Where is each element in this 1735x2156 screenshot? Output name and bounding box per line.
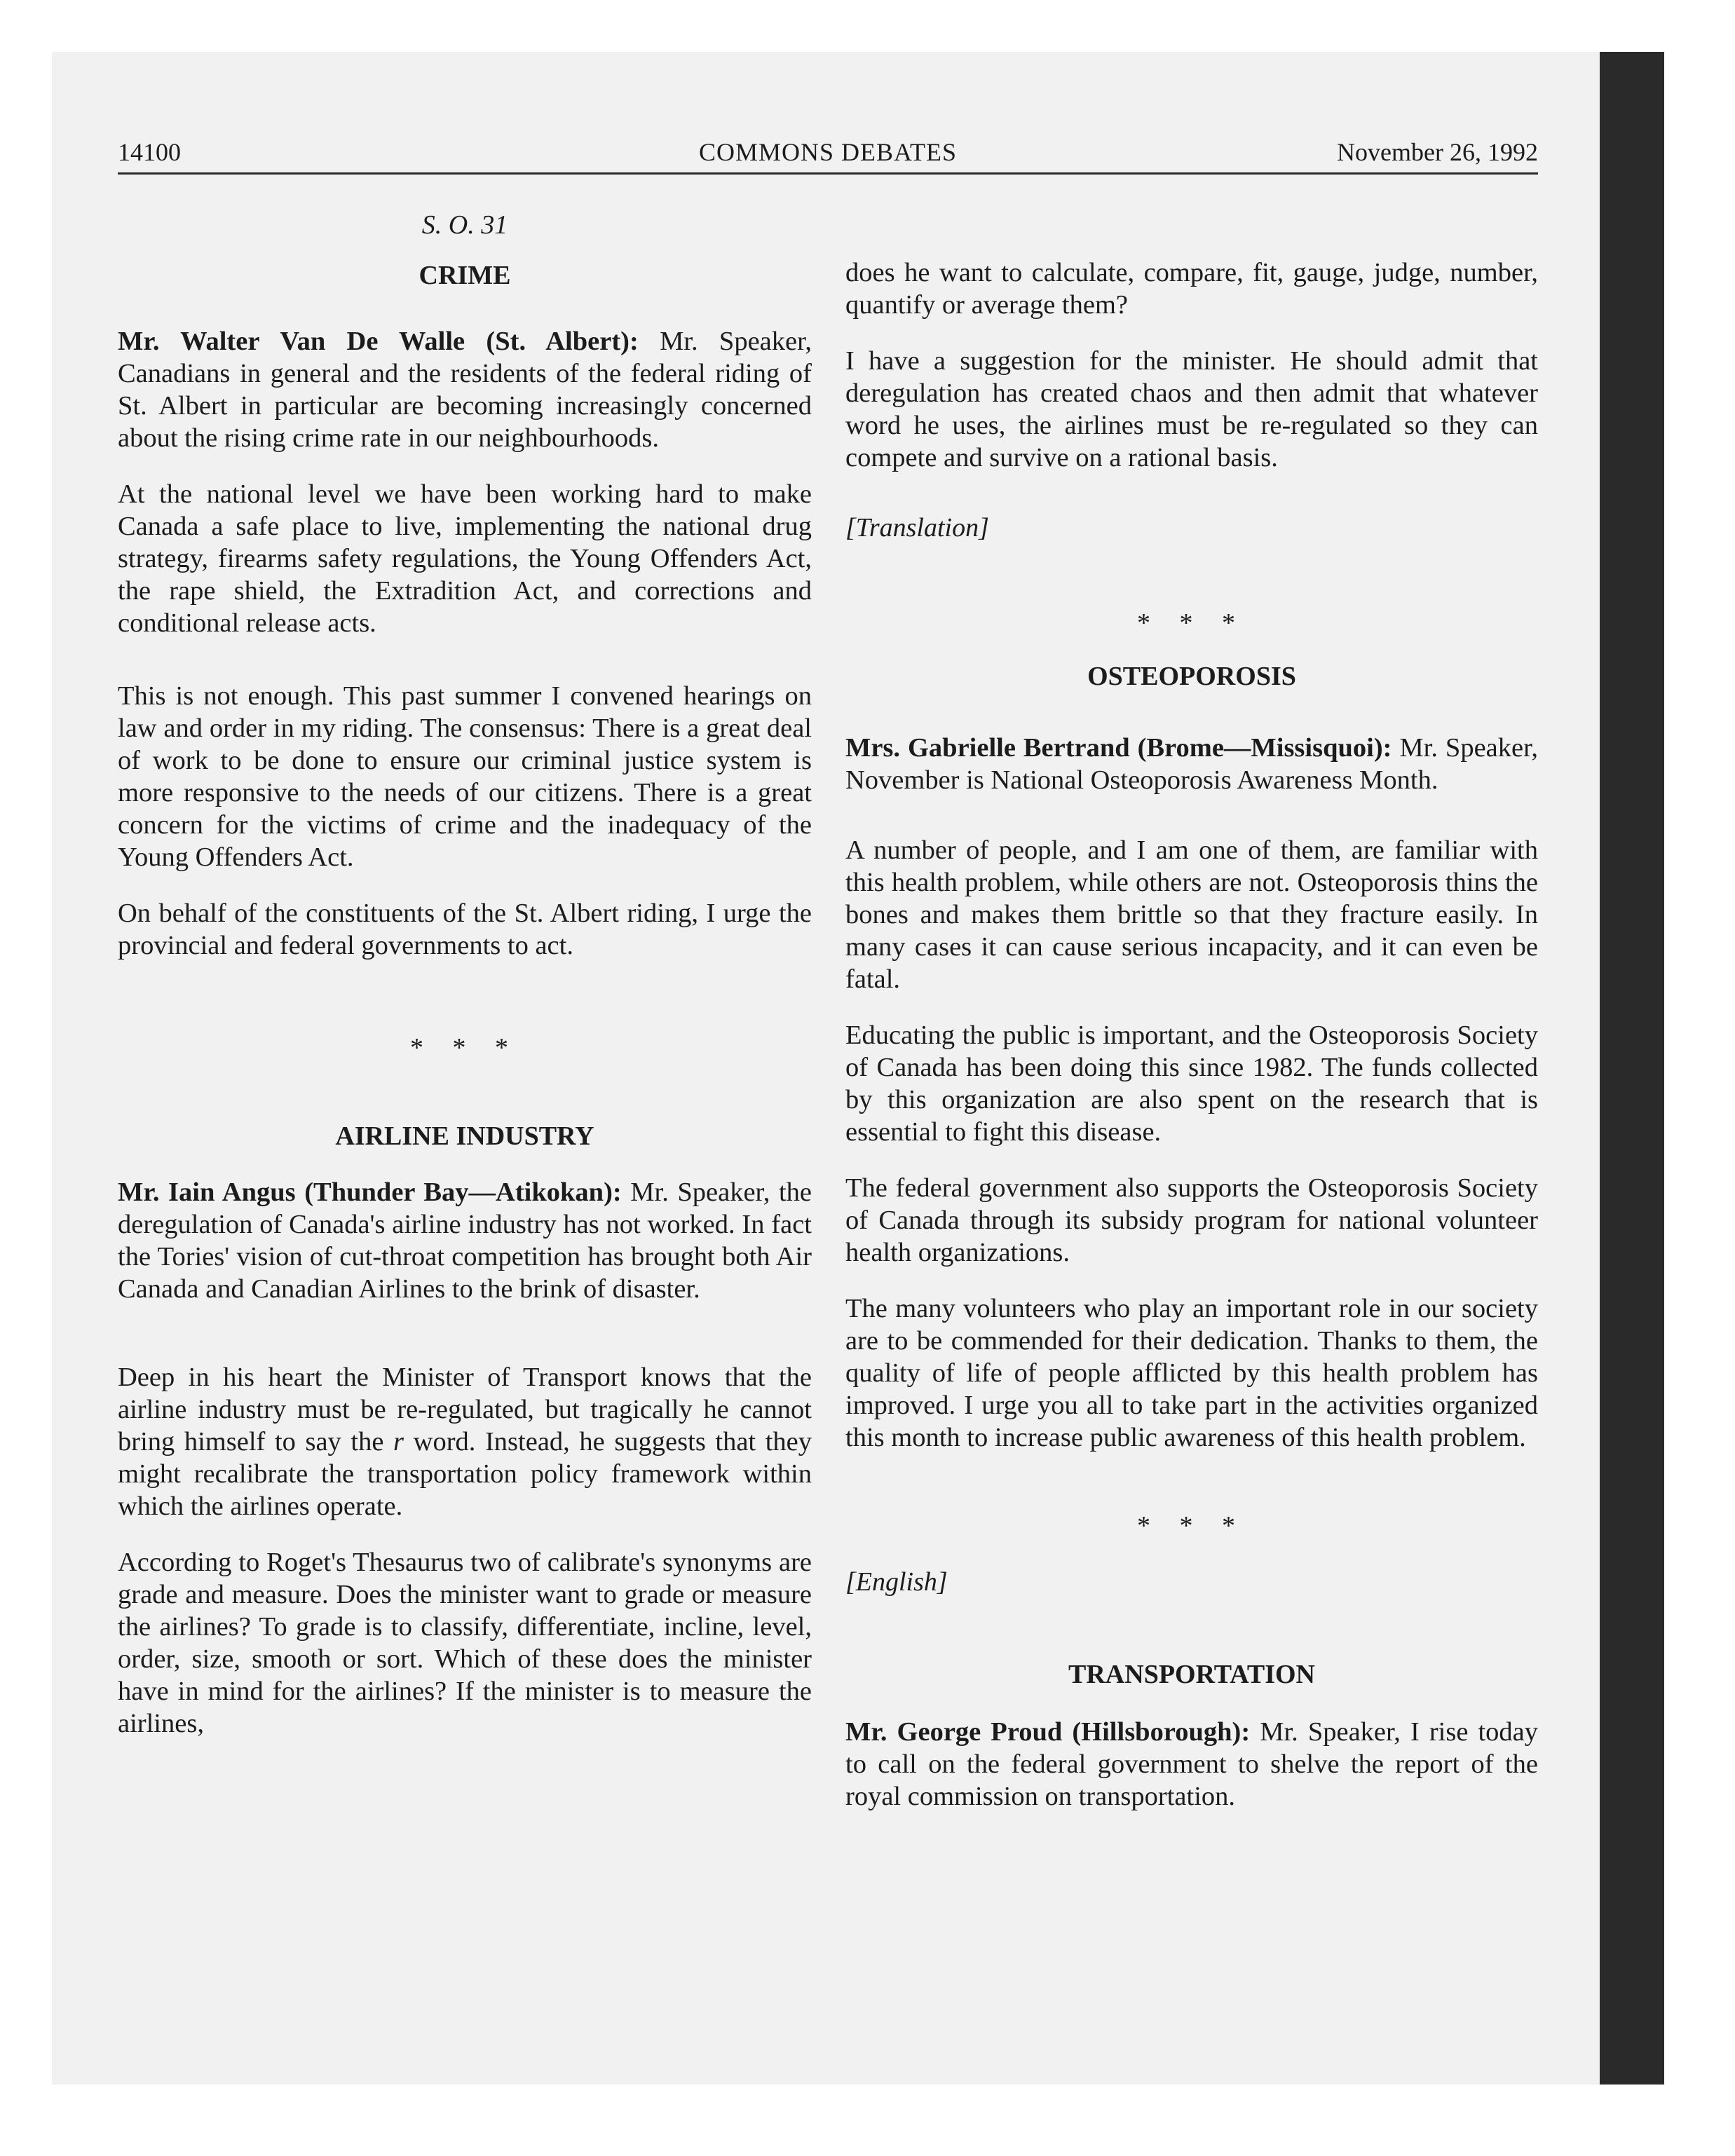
page-number: 14100 [118,138,181,166]
section-heading-airline: AIRLINE INDUSTRY [335,1121,594,1151]
speaker-name: Mr. Walter Van De Walle (St. Albert): [118,327,639,356]
publication-title: COMMONS DEBATES [698,138,958,166]
osteoporosis-paragraph-1: Mrs. Gabrielle Bertrand (Brome—Missisquoi): Mr. Speaker, November is National Osteoporosis Awareness Month. [845,733,1539,795]
osteoporosis-paragraph-5: The many volunteers who play an important role in our society are to be commended for their dedication. Thanks to them, the quality of life of people afflicted by this health problem has improved. I urge you all to take part in the activities organized this month to increase public awareness of this health problem. [845,1294,1538,1452]
speaker-name: Mr. George Proud (Hillsborough): [845,1717,1251,1747]
translation-tag: [Translation] [845,513,989,543]
standing-order-label: S. O. 31 [421,210,508,240]
section-heading-osteoporosis: OSTEOPOROSIS [1087,662,1296,691]
section-separator: * * * [1137,1511,1246,1541]
crime-paragraph-1: Mr. Walter Van De Walle (St. Albert): Mr. Speaker, Canadians in general and the residents of the federal riding of St. Albert in particular are becoming increasingly concerned about the rising crime rate in our neighbourhoods. [118,327,812,453]
section-heading-transportation: TRANSPORTATION [1068,1660,1315,1689]
transportation-paragraph-1: Mr. George Proud (Hillsborough): Mr. Speaker, I rise today to call on the federal government to shelve the report of the royal commission on transportation. [845,1717,1538,1811]
airline-continued-paragraph-2: I have a suggestion for the minister. He should admit that deregulation has created chaos and then admit that whatever word he uses, the airlines must be re-regulated so they can compete and survive on a rational basis. [845,346,1538,472]
section-separator: * * * [1137,608,1246,638]
left-column [118,205,812,1740]
airline-paragraph-2: Deep in his heart the Minister of Transport knows that the airline industry must be re-regulated, but tragically he cannot bring himself to say the r word. Instead, he suggests that they might recalibrate the transportation policy framework within which the airlines operate. [118,1363,812,1521]
page-header [118,133,1538,175]
page-date: November 26, 1992 [1337,138,1538,166]
osteoporosis-paragraph-3: Educating the public is important, and the Osteoporosis Society of Canada has been doing this since 1982. The funds collected by this organization are also spent on the research that is essential to fight this disease. [845,1021,1538,1147]
section-heading-crime: CRIME [419,261,511,290]
english-tag: [English] [845,1567,948,1597]
section-separator: * * * [410,1033,519,1063]
scan-dark-edge [1600,52,1664,2085]
right-column [845,205,1538,1813]
crime-paragraph-4: On behalf of the constituents of the St. Albert riding, I urge the provincial and federal governments to act. [118,899,812,960]
osteoporosis-paragraph-4: The federal government also supports the Osteoporosis Society of Canada through its subsidy program for national volunteer health organizations. [845,1173,1538,1267]
speaker-name: Mrs. Gabrielle Bertrand (Brome—Missisquoi): [845,733,1392,763]
airline-paragraph-1: Mr. Iain Angus (Thunder Bay—Atikokan): Mr. Speaker, the deregulation of Canada's airline industry has not worked. In fact the Tories' vision of cut-throat competition has brought both Air Canada and Canadian Airlines to the brink of disaster. [118,1178,812,1304]
osteoporosis-paragraph-2: A number of people, and I am one of them, are familiar with this health problem, while others are not. Osteoporosis thins the bones and makes them brittle so that they fracture easily. In many cases it can cause serious incapacity, and it can even be fatal. [845,835,1538,994]
airline-paragraph-3: According to Roget's Thesaurus two of calibrate's synonyms are grade and measure. Does the minister want to grade or measure the airlines? To grade is to classify, differentiate, incline, level, order, size, smooth or sort. Which of these does the minister have in mind for the airlines? If the minister is to measure the airlines, [118,1548,812,1738]
airline-continued-paragraph-1: does he want to calculate, compare, fit, gauge, judge, number, quantify or average them? [845,258,1538,320]
crime-paragraph-2: At the national level we have been working hard to make Canada a safe place to live, implementing the national drug strategy, firearms safety regulations, the Young Offenders Act, the rape shield, the Extradition Act, and corrections and conditional release acts. [118,479,812,638]
speaker-name: Mr. Iain Angus (Thunder Bay—Atikokan): [118,1178,622,1207]
crime-paragraph-3: This is not enough. This past summer I convened hearings on law and order in my riding. The consensus: There is a great deal of work to be done to ensure our criminal justice system is more responsive to the needs of our citizens. There is a great concern for the victims of crime and the inadequacy of the Young Offenders Act. [118,681,812,872]
